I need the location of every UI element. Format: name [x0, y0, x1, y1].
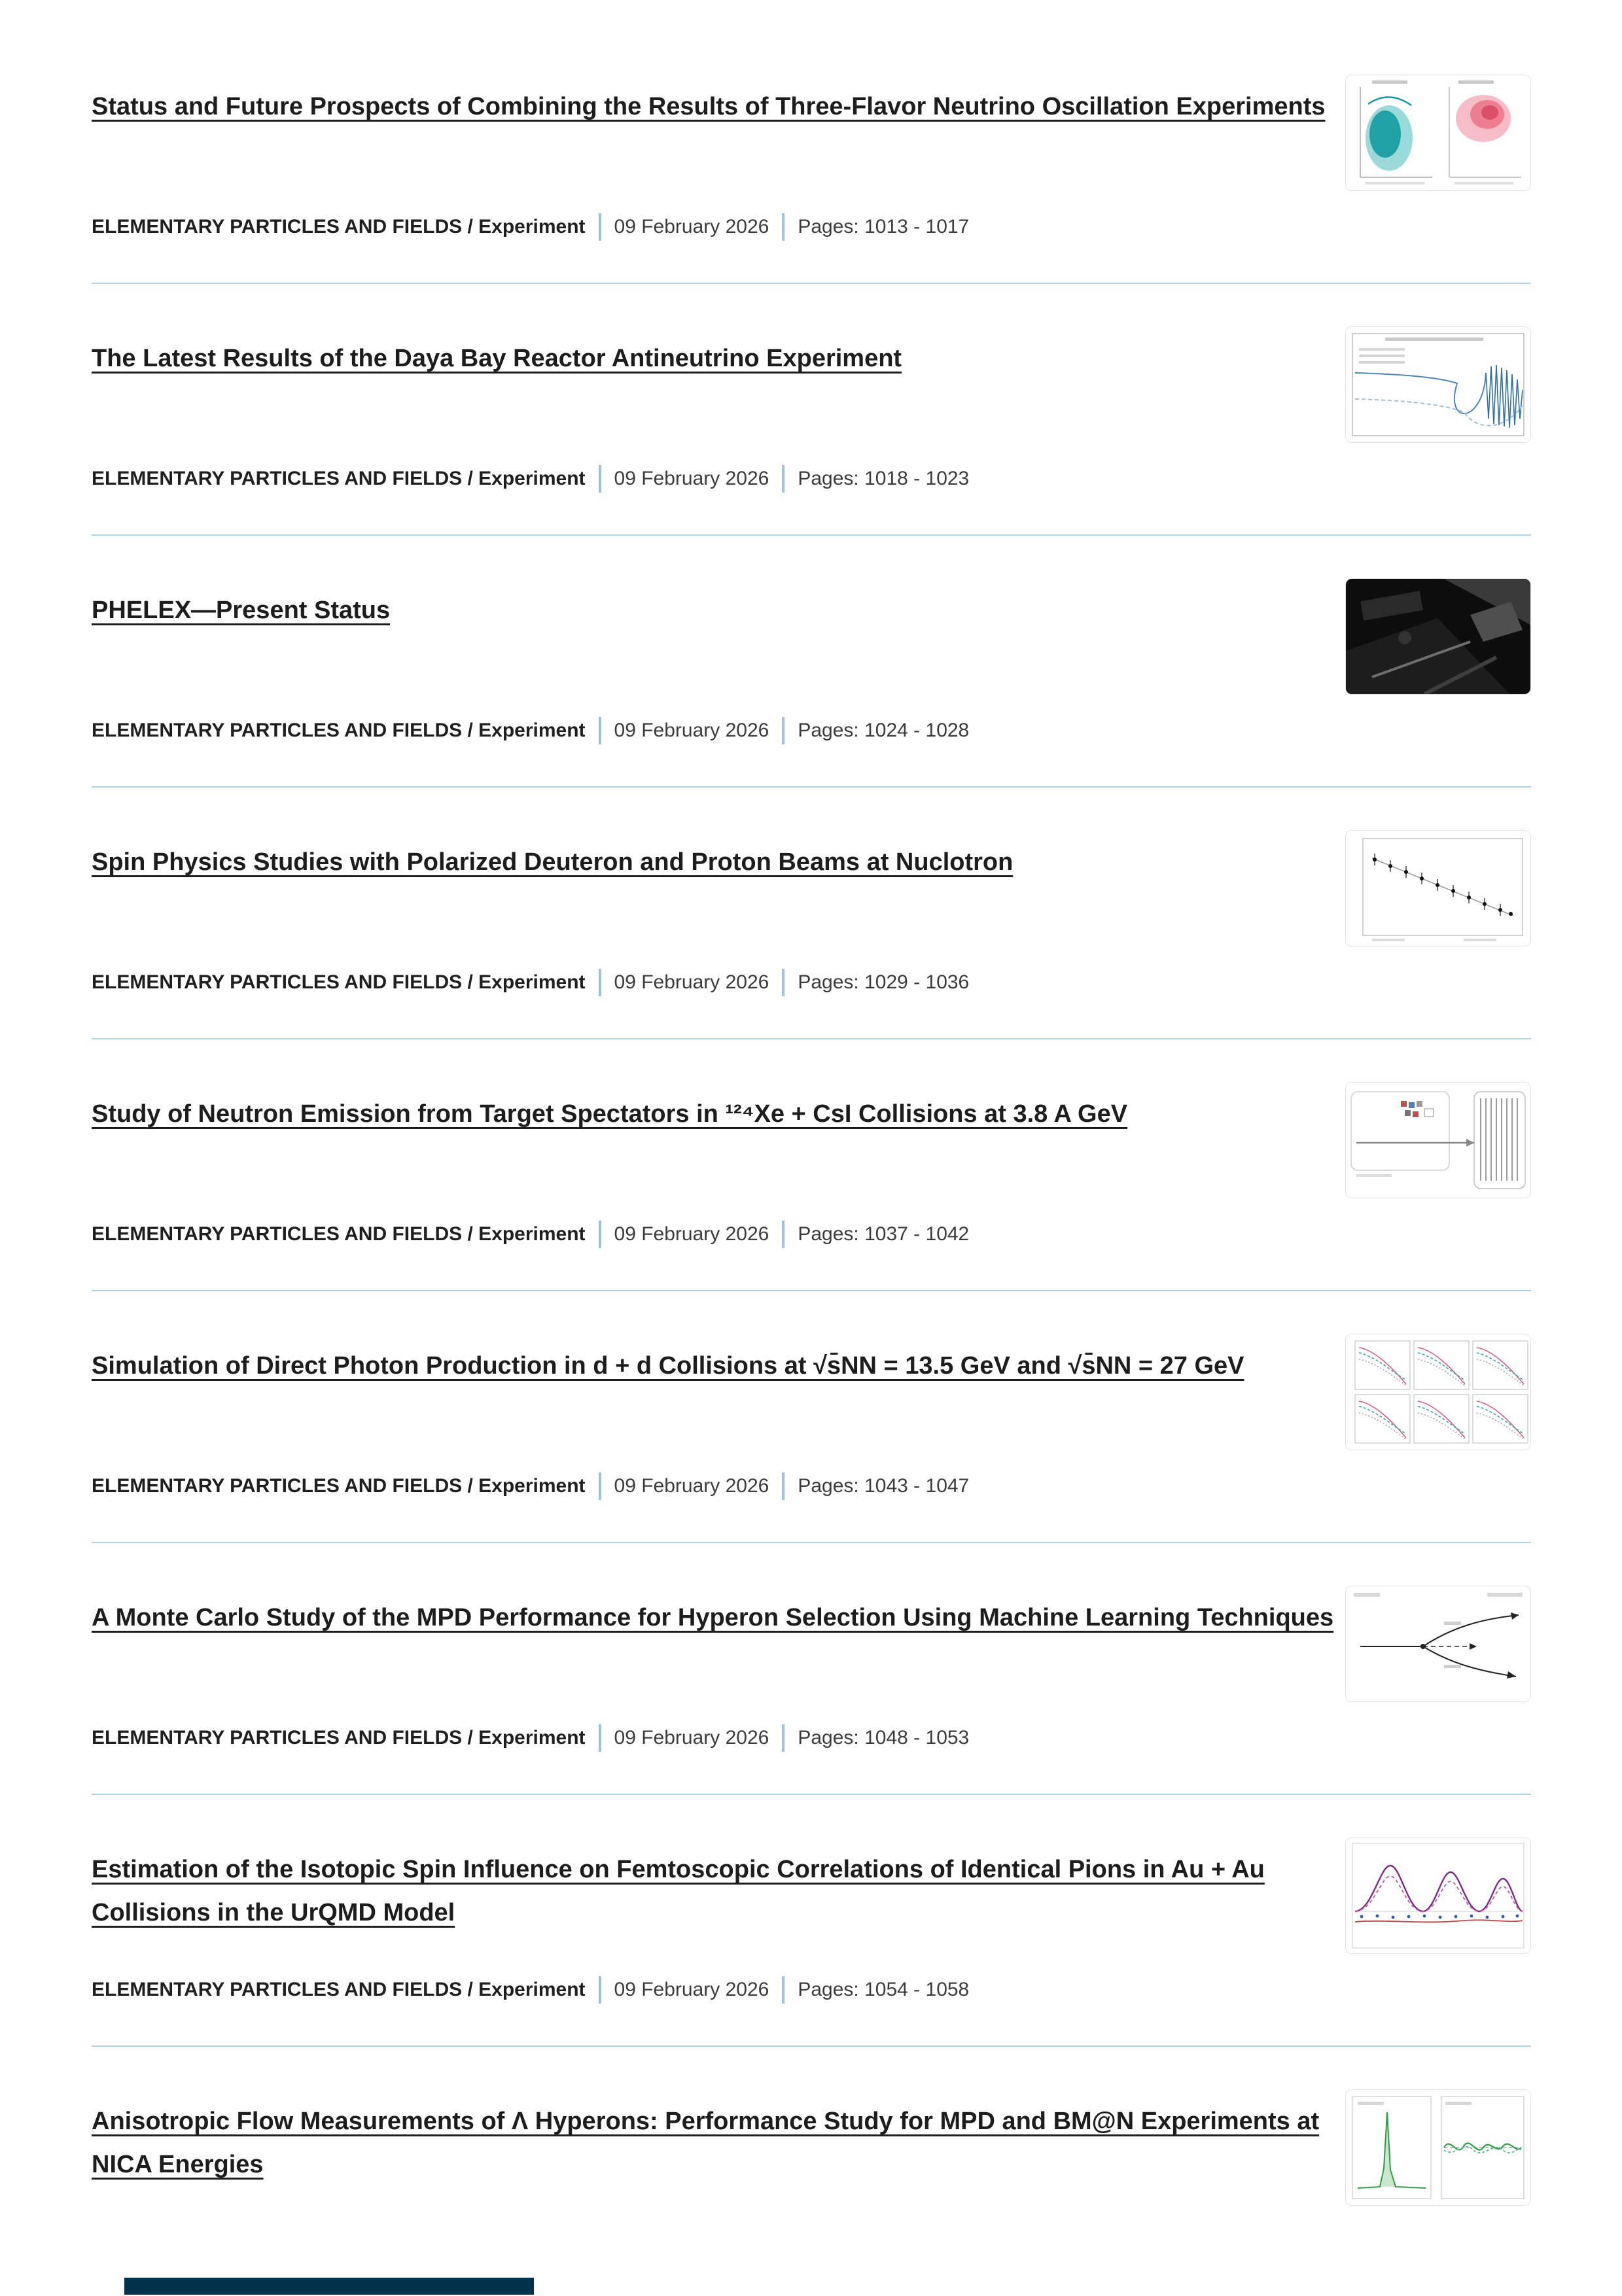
article-meta — [92, 1472, 969, 1500]
article-category: ELEMENTARY PARTICLES AND FIELDS / Experiment — [92, 720, 586, 741]
article-title-link[interactable]: The Latest Results of the Daya Bay Reactor Antineutrino Experiment — [92, 345, 902, 372]
article-title — [92, 1092, 1335, 1136]
article-title — [92, 1344, 1335, 1387]
article-meta — [92, 717, 969, 744]
article-category: ELEMENTARY PARTICLES AND FIELDS / Experiment — [92, 1475, 586, 1497]
article-title-link[interactable]: Simulation of Direct Photon Production in d + d Collisions at √s̄NN = 13.5 GeV and √s̄NN = 27 GeV — [92, 1352, 1244, 1380]
footer-bar — [124, 2278, 534, 2295]
article-title-link[interactable]: Anisotropic Flow Measurements of Λ Hyperons: Performance Study for MPD and BM@N Experiments at NICA Energies — [92, 2108, 1320, 2178]
article-date: 09 February 2026 — [614, 1727, 769, 1748]
article-category: ELEMENTARY PARTICLES AND FIELDS / Experiment — [92, 1727, 586, 1748]
entry-divider — [92, 786, 1531, 788]
article-thumbnail[interactable] — [1345, 1082, 1531, 1198]
survival-probability-figure — [1346, 327, 1530, 442]
meta-divider-bar — [782, 213, 785, 241]
article-title-link[interactable]: Status and Future Prospects of Combining the Results of Three-Flavor Neutrino Oscillation Experiments — [92, 93, 1326, 120]
equipment-photo-figure — [1346, 579, 1530, 694]
article-date: 09 February 2026 — [614, 468, 769, 489]
article-entry — [92, 85, 1531, 337]
article-category: ELEMENTARY PARTICLES AND FIELDS / Experiment — [92, 1979, 586, 2000]
article-entry — [92, 841, 1531, 1092]
article-thumbnail[interactable] — [1345, 830, 1531, 947]
meta-divider-bar — [782, 969, 785, 996]
article-meta — [92, 1976, 969, 2004]
article-pages: Pages: 1048 - 1053 — [798, 1727, 970, 1748]
article-title-link[interactable]: PHELEX—Present Status — [92, 597, 391, 624]
entry-divider — [92, 1290, 1531, 1291]
setup-schematic-figure — [1346, 1083, 1530, 1198]
article-entry — [92, 1848, 1531, 2100]
article-meta — [92, 1724, 969, 1752]
entry-divider — [92, 534, 1531, 536]
article-meta — [92, 465, 969, 493]
meta-divider-bar — [782, 1724, 785, 1752]
article-category: ELEMENTARY PARTICLES AND FIELDS / Experiment — [92, 216, 586, 237]
article-title — [92, 589, 1335, 632]
article-date: 09 February 2026 — [614, 1223, 769, 1245]
entry-divider — [92, 1542, 1531, 1543]
article-title — [92, 2100, 1335, 2186]
article-entry — [92, 1092, 1531, 1344]
meta-divider-bar — [599, 1724, 601, 1752]
decay-diagram-figure — [1346, 1586, 1530, 1701]
article-title-link[interactable]: Study of Neutron Emission from Target Spectators in ¹²⁴Xe + CsI Collisions at 3.8 A GeV — [92, 1100, 1128, 1128]
article-date: 09 February 2026 — [614, 971, 769, 993]
article-pages: Pages: 1037 - 1042 — [798, 1223, 970, 1245]
article-category: ELEMENTARY PARTICLES AND FIELDS / Experiment — [92, 971, 586, 993]
correlation-function-figure — [1346, 1838, 1530, 1953]
article-pages: Pages: 1013 - 1017 — [798, 216, 970, 237]
article-thumbnail[interactable] — [1345, 1334, 1531, 1450]
article-entry — [92, 337, 1531, 589]
article-thumbnail[interactable] — [1345, 1837, 1531, 1954]
meta-divider-bar — [782, 1472, 785, 1500]
article-pages: Pages: 1029 - 1036 — [798, 971, 970, 993]
article-entry — [92, 1596, 1531, 1848]
article-thumbnail[interactable] — [1345, 1586, 1531, 1702]
article-title — [92, 85, 1335, 128]
article-thumbnail[interactable] — [1345, 2089, 1531, 2206]
article-title — [92, 841, 1335, 884]
meta-divider-bar — [599, 213, 601, 241]
meta-divider-bar — [599, 717, 601, 744]
article-title — [92, 1596, 1335, 1639]
meta-divider-bar — [782, 717, 785, 744]
meta-divider-bar — [599, 1472, 601, 1500]
article-category: ELEMENTARY PARTICLES AND FIELDS / Experiment — [92, 468, 586, 489]
article-date: 09 February 2026 — [614, 216, 769, 237]
article-date: 09 February 2026 — [614, 720, 769, 741]
meta-divider-bar — [599, 1976, 601, 2004]
article-title-link[interactable]: Spin Physics Studies with Polarized Deuteron and Proton Beams at Nuclotron — [92, 848, 1014, 876]
article-thumbnail[interactable] — [1345, 578, 1531, 695]
multi-panel-spectra-figure — [1346, 1334, 1530, 1450]
article-thumbnail[interactable] — [1345, 75, 1531, 191]
article-title — [92, 337, 1335, 380]
article-date: 09 February 2026 — [614, 1475, 769, 1497]
meta-divider-bar — [782, 465, 785, 493]
entry-divider — [92, 1038, 1531, 1039]
article-title-link[interactable]: Estimation of the Isotopic Spin Influence on Femtoscopic Correlations of Identical Pions in Au + Au Collisions in the UrQMD Model — [92, 1856, 1265, 1926]
article-entry — [92, 2100, 1531, 2296]
article-pages: Pages: 1018 - 1023 — [798, 468, 970, 489]
meta-divider-bar — [782, 1976, 785, 2004]
neutrino-contour-figure — [1346, 75, 1530, 190]
entry-divider — [92, 1794, 1531, 1795]
entry-divider — [92, 2045, 1531, 2047]
article-pages: Pages: 1043 - 1047 — [798, 1475, 970, 1497]
article-date: 09 February 2026 — [614, 1979, 769, 2000]
flow-harmonics-figure — [1346, 2090, 1530, 2205]
article-meta — [92, 1221, 969, 1248]
article-entry — [92, 1344, 1531, 1596]
article-pages: Pages: 1054 - 1058 — [798, 1979, 970, 2000]
article-meta — [92, 213, 969, 241]
scatter-plot-figure — [1346, 831, 1530, 946]
entry-divider — [92, 283, 1531, 284]
article-category: ELEMENTARY PARTICLES AND FIELDS / Experiment — [92, 1223, 586, 1245]
meta-divider-bar — [599, 969, 601, 996]
article-title — [92, 1848, 1335, 1934]
meta-divider-bar — [599, 1221, 601, 1248]
meta-divider-bar — [599, 465, 601, 493]
article-pages: Pages: 1024 - 1028 — [798, 720, 970, 741]
article-title-link[interactable]: A Monte Carlo Study of the MPD Performance for Hyperon Selection Using Machine Learning Techniques — [92, 1604, 1334, 1631]
article-entry — [92, 589, 1531, 841]
article-thumbnail[interactable] — [1345, 326, 1531, 443]
article-meta — [92, 969, 969, 996]
meta-divider-bar — [782, 1221, 785, 1248]
